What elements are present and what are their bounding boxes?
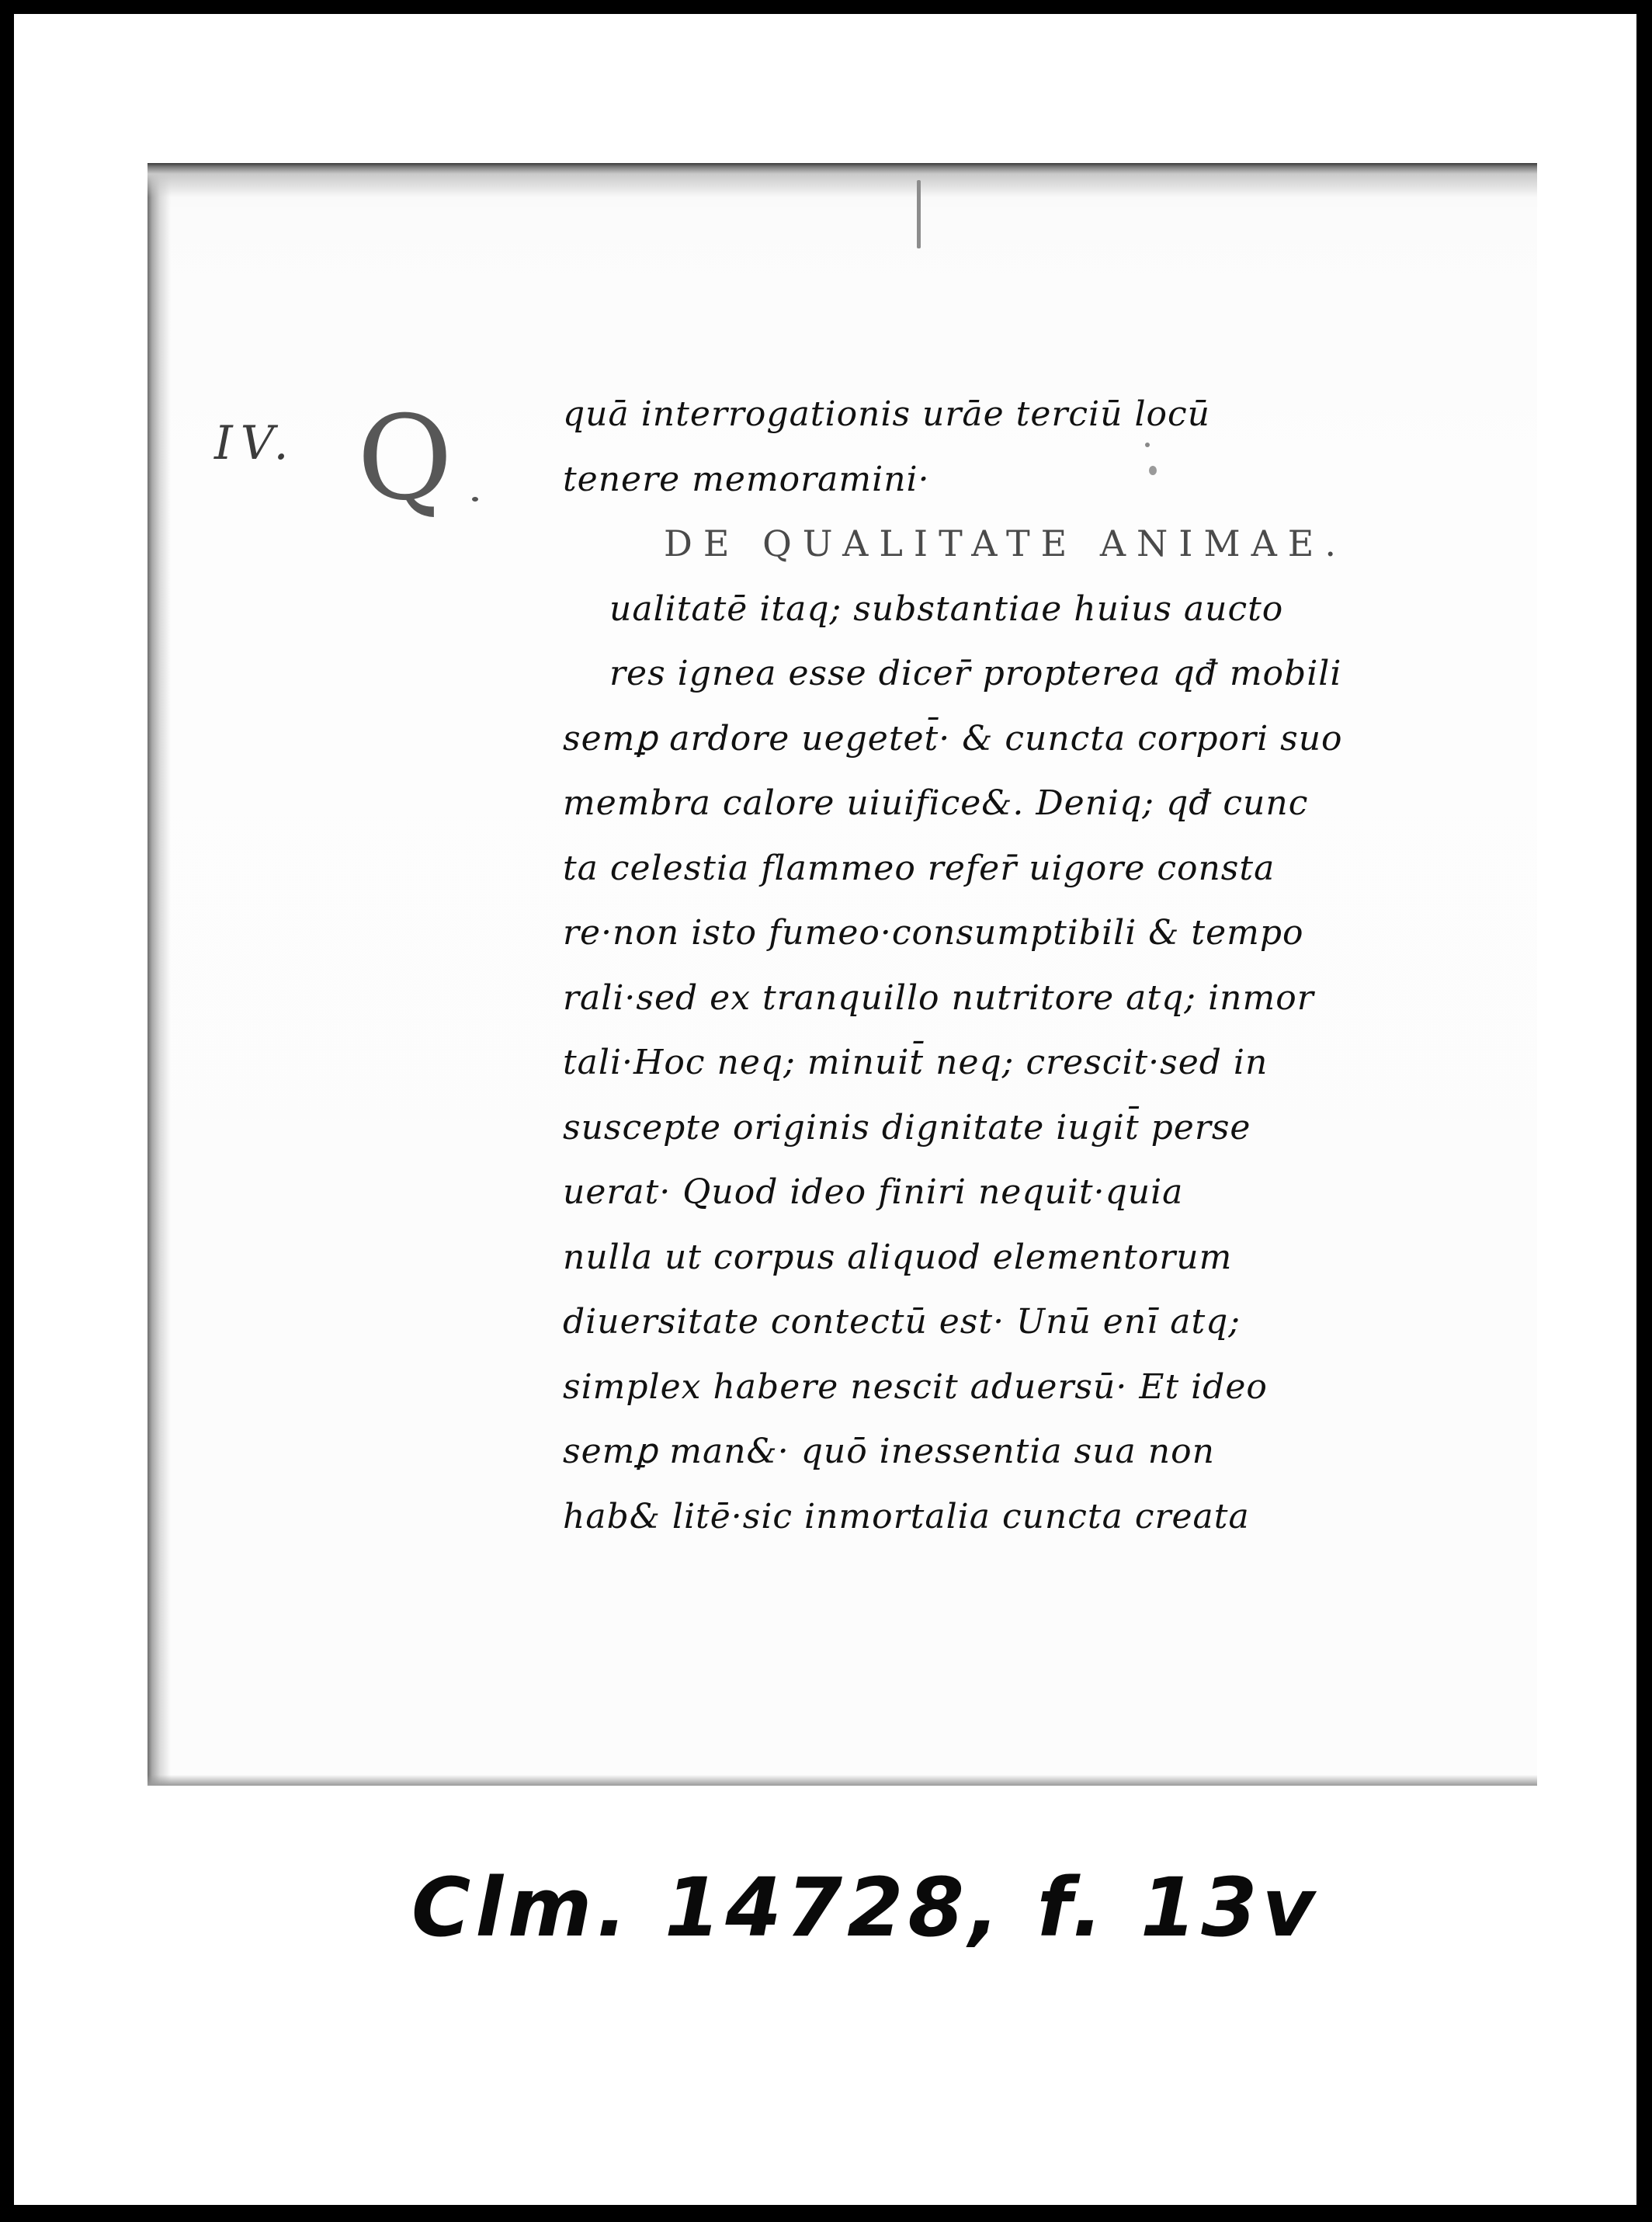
manuscript-line: nulla ut corpus aliquod elementorum bbox=[563, 1237, 1233, 1277]
page-crease-mark bbox=[917, 180, 921, 248]
manuscript-text-block bbox=[563, 382, 1533, 1549]
manuscript-line: quā interrogationis urāe terciū locū bbox=[563, 394, 1210, 434]
manuscript-line: membra calore uiuifice&. Deniq; qđ cunc bbox=[563, 783, 1309, 823]
ink-speck bbox=[472, 497, 478, 502]
manuscript-line: uerat· Quod ideo finiri nequit·quia bbox=[563, 1172, 1184, 1212]
manuscript-line: semꝑ man&· quō inessentia sua non bbox=[563, 1432, 1215, 1471]
manuscript-line: tenere memoramini· bbox=[563, 459, 930, 499]
manuscript-line: ta celestia flammeo refer̄ uigore consta bbox=[563, 848, 1275, 888]
manuscript-page bbox=[148, 163, 1537, 1786]
manuscript-line: suscepte originis dignitate iugit̄ perse bbox=[563, 1107, 1251, 1147]
page-top-edge-shadow bbox=[148, 163, 1537, 197]
manuscript-line: tali·Hoc neq; minuit̄ neq; crescit·sed in bbox=[563, 1043, 1268, 1082]
chapter-number: IV. bbox=[214, 416, 297, 470]
page-left-edge-shadow bbox=[148, 163, 171, 1786]
manuscript-line: simplex habere nescit aduersū· Et ideo bbox=[563, 1366, 1268, 1407]
manuscript-line: diuersitate contectū est· Unū enī atq; bbox=[563, 1302, 1241, 1342]
manuscript-line: ualitatē itaq; substantiae huius aucto bbox=[609, 588, 1284, 629]
manuscript-line: re·non isto fumeo·consumptibili & tempo bbox=[563, 913, 1304, 953]
photo-sheet bbox=[14, 14, 1636, 2205]
decorated-initial: Q bbox=[357, 391, 453, 526]
manuscript-line: semꝑ ardore uegetet̄· & cuncta corpori suo bbox=[563, 718, 1343, 759]
shelfmark-annotation: Clm. 14728, f. 13v bbox=[411, 1860, 1320, 1955]
manuscript-line: rali·sed ex tranquillo nutritore atq; inmor bbox=[563, 977, 1314, 1018]
manuscript-line: hab& litē·sic inmortalia cuncta creata bbox=[563, 1496, 1250, 1536]
manuscript-line: res ignea esse dicer̄ propterea qđ mobili bbox=[609, 654, 1342, 693]
rubric-heading: DE QUALITATE ANIMAE. bbox=[664, 523, 1347, 564]
page-bottom-edge-shadow bbox=[148, 1775, 1537, 1786]
